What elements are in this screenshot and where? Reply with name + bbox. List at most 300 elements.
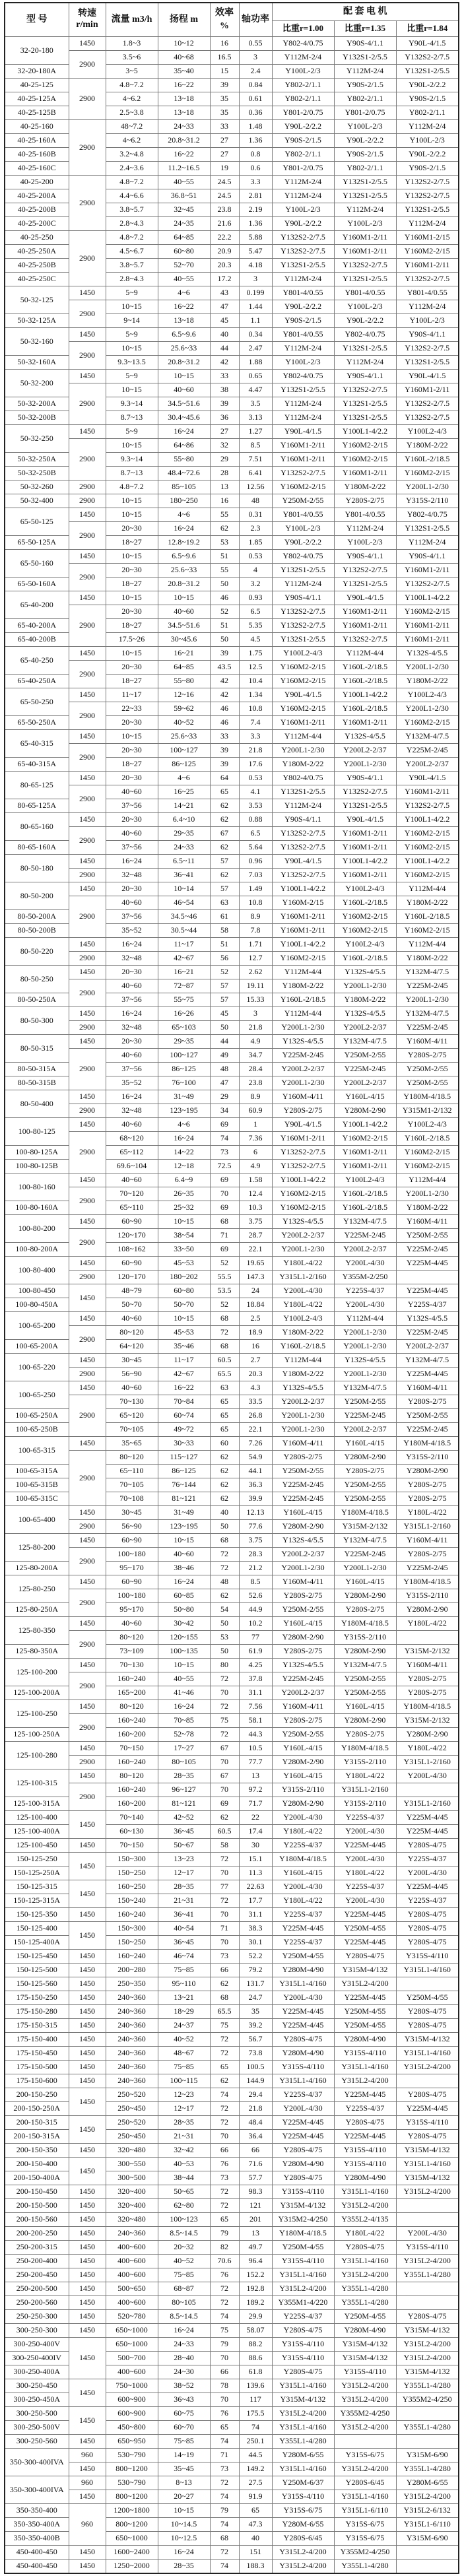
cell: 30.4~45.6 [158, 411, 210, 425]
cell: 108~162 [106, 1243, 158, 1257]
table-row [5, 1090, 459, 1104]
cell: Y315L1-4/160 [272, 2074, 334, 2088]
cell: Y132S1-2/5.5 [272, 785, 334, 799]
cell: Y315L2-4/200 [272, 2407, 334, 2421]
cell: 46 [210, 716, 239, 730]
cell: 1450 [69, 2490, 106, 2504]
table-row [5, 2559, 459, 2574]
table-row [5, 1173, 459, 1187]
cell: 3 [239, 1007, 272, 1021]
cell: Y280S-4/75 [396, 2005, 459, 2019]
cell: Y200L1-2/30 [396, 993, 459, 1007]
cell: 18~27 [106, 758, 158, 772]
cell: 30~45 [106, 1354, 158, 1368]
cell: Y100L1-4/2.2 [272, 938, 334, 952]
empty-cell [396, 2074, 459, 2088]
table-row [5, 1007, 459, 1021]
cell: 70~130 [106, 1395, 158, 1409]
cell: 55.5 [210, 1271, 239, 1284]
cell: 16~24 [158, 1132, 210, 1146]
cell: 2900 [69, 1229, 106, 1257]
cell: 75~85 [158, 2061, 210, 2074]
cell: 21.8 [239, 744, 272, 758]
cell: 86~125 [158, 1465, 210, 1478]
cell: Y315L1-4/160 [396, 2158, 459, 2171]
table-row [5, 383, 459, 397]
cell: 2.5~3.8 [106, 106, 158, 120]
cell: 71 [210, 2449, 239, 2462]
cell: Y315S-6/75 [334, 2449, 396, 2462]
cell: 15.1 [239, 1853, 272, 1866]
table-row [5, 1437, 459, 1451]
col-header-head: 扬程 m [158, 3, 210, 37]
cell: 3.2 [239, 578, 272, 591]
cell: Y160M1-2/11 [334, 619, 396, 633]
cell: 68 [210, 1534, 239, 1548]
cell: 20~30 [106, 813, 158, 827]
cell: 97.2 [239, 1783, 272, 1797]
cell: Y315L2-4/200 [396, 2255, 459, 2268]
cell: Y802-4/0.75 [396, 508, 459, 522]
cell: 16~24 [106, 938, 158, 952]
cell: 13~23 [158, 1853, 210, 1866]
cell: 65-50-125 [5, 508, 69, 536]
cell: 45 [210, 1007, 239, 1021]
cell: Y250M-2/55 [272, 494, 334, 508]
cell: 175.5 [239, 2407, 272, 2421]
cell: 6.5 [239, 605, 272, 619]
col-header-model: 型 号 [5, 3, 69, 37]
cell: Y180L-4/22 [334, 1866, 396, 1880]
cell: 250-200-315 [5, 2241, 69, 2255]
cell: 34 [210, 1104, 239, 1118]
cell: Y160M2-2/15 [334, 1132, 396, 1146]
cell: 4.47 [239, 383, 272, 397]
table-row [5, 2296, 459, 2310]
cell: 70 [210, 2352, 239, 2365]
cell: 98.3 [239, 2185, 272, 2199]
cell: 28~35 [158, 2116, 210, 2130]
cell: Y315S-2/110 [334, 1756, 396, 1769]
table-row [5, 494, 459, 508]
cell: Y100L2-4/3 [334, 882, 396, 896]
cell: Y315S-4/110 [272, 2490, 334, 2504]
cell: 65~110 [106, 1465, 158, 1478]
cell: 400~600 [106, 2241, 158, 2255]
cell: 450-400-450 [5, 2546, 69, 2559]
cell: Y200L2-2/37 [272, 1686, 334, 1700]
cell: 100-65-315 [5, 1437, 69, 1465]
cell: 86~125 [158, 1063, 210, 1076]
cell: 1450 [69, 1908, 106, 1922]
table-row [5, 1104, 459, 1118]
cell: Y160M1-2/11 [334, 467, 396, 480]
cell: 95~170 [106, 1603, 158, 1617]
cell: 1450 [69, 2185, 106, 2199]
cell: 26.8 [239, 1409, 272, 1423]
cell: 52.6 [239, 1589, 272, 1603]
cell: Y100L-2/3 [272, 522, 334, 536]
cell: 250-200-450 [5, 2268, 69, 2282]
cell: Y315L2-6/132 [396, 2504, 459, 2518]
cell: 37~56 [106, 799, 158, 813]
table-row [5, 2490, 459, 2504]
cell: 40-25-160B [5, 148, 69, 162]
cell: Y225M-4/45 [396, 1284, 459, 1298]
cell: 40 [239, 2532, 272, 2546]
cell: Y315L2-4/200 [396, 2490, 459, 2504]
cell: 240~360 [106, 2047, 158, 2061]
cell: 240~360 [106, 1991, 158, 2005]
cell: 650~1000 [106, 2324, 158, 2338]
cell: 7.56 [239, 1700, 272, 1714]
cell: 13 [239, 1769, 272, 1783]
cell: Y200L1-2/30 [272, 1409, 334, 1423]
cell: 12.4 [239, 1187, 272, 1201]
cell: 10.8 [239, 896, 272, 910]
cell: Y160M2-2/15 [396, 245, 459, 259]
cell: Y132S-4/5.5 [272, 1381, 334, 1395]
cell: 20~30 [106, 744, 158, 758]
table-row [5, 1991, 459, 2005]
cell: 65-40-250A [5, 675, 69, 688]
table-row [5, 2213, 459, 2227]
cell: 10.8 [239, 702, 272, 716]
cell: Y225M-2/45 [396, 744, 459, 758]
cell: 32-20-180A [5, 65, 69, 79]
cell: Y132S1-2/5.5 [334, 51, 396, 65]
cell: 200-150-250 [5, 2088, 69, 2102]
cell: 2900 [69, 1132, 106, 1173]
cell: 28~35 [158, 1880, 210, 1894]
cell: Y315L2-4/200 [334, 2462, 396, 2476]
cell: Y280M-2/90 [272, 1631, 334, 1645]
cell: Y160M1-2/11 [334, 827, 396, 841]
cell: 21~31 [158, 2130, 210, 2144]
cell: 32~48 [106, 1104, 158, 1118]
cell: 2900 [69, 1368, 106, 1381]
cell: Y132M-4/7.5 [396, 730, 459, 744]
cell: 35~52 [106, 924, 158, 938]
cell: Y315S-4/110 [334, 2158, 396, 2171]
cell: 100-65-250A [5, 1409, 69, 1423]
cell: 50~70 [158, 1298, 210, 1312]
cell: 50~80 [158, 1603, 210, 1617]
cell: 1450 [69, 1354, 106, 1368]
cell: 144.9 [239, 2074, 272, 2088]
cell: Y90S-4/1.1 [272, 591, 334, 605]
cell: Y802-4/0.75 [334, 328, 396, 342]
cell: Y315L1-6/110 [396, 2518, 459, 2532]
cell: 50-32-200A [5, 397, 69, 411]
cell: 55~75 [158, 993, 210, 1007]
cell: 3 [239, 273, 272, 286]
table-row [5, 1049, 459, 1063]
cell: 125-80-200A [5, 1562, 69, 1575]
cell: 125-80-350 [5, 1617, 69, 1645]
cell: 200-150-450 [5, 2185, 69, 2199]
cell: 48.4 [239, 2116, 272, 2130]
cell: 70~130 [106, 1659, 158, 1672]
cell: 650~1000 [106, 2532, 158, 2546]
cell: 1450 [69, 1284, 106, 1312]
cell: 5~9 [106, 328, 158, 342]
cell: 250-200-560 [5, 2296, 69, 2310]
cell: Y132S2-2/7.5 [272, 1160, 334, 1173]
cell: 50~70 [106, 1298, 158, 1312]
cell: 192.8 [239, 2282, 272, 2296]
table-row [5, 480, 459, 494]
cell: Y132S1-2/5.5 [396, 522, 459, 536]
table-row [5, 2033, 459, 2047]
cell: 65-40-315A [5, 758, 69, 772]
cell: 15 [210, 65, 239, 79]
cell: Y225S-4/37 [334, 1880, 396, 1894]
cell: 9.3~14 [106, 453, 158, 467]
cell: 180~250 [158, 494, 210, 508]
cell: Y315S-2/110 [272, 1783, 334, 1797]
cell: Y132S2-2/7.5 [396, 176, 459, 189]
table-row [5, 51, 459, 65]
cell: 100.5 [239, 2061, 272, 2074]
cell: Y250M-2/55 [396, 1409, 459, 1423]
cell: Y280S-4/75 [396, 1908, 459, 1922]
cell: Y160M1-2/11 [396, 619, 459, 633]
cell: 72 [210, 1853, 239, 1866]
cell: 300~550 [106, 2158, 158, 2171]
cell: 13~21 [158, 1991, 210, 2005]
cell: Y802-4/0.75 [272, 370, 334, 383]
cell: 4.9 [239, 1035, 272, 1049]
cell: 21.8 [239, 1021, 272, 1035]
cell: Y225M-2/45 [396, 1326, 459, 1340]
empty-cell [396, 1271, 459, 1284]
cell: Y315S-4/110 [396, 2116, 459, 2130]
cell: Y200L2-2/37 [396, 758, 459, 772]
cell: 47 [210, 1076, 239, 1090]
cell: Y112M-4/4 [272, 1007, 334, 1021]
cell: Y160M2-2/15 [272, 702, 334, 716]
cell: 72 [210, 2116, 239, 2130]
cell: 1450 [69, 2213, 106, 2227]
cell: 201 [239, 2213, 272, 2227]
cell: Y315M-6/90 [396, 2449, 459, 2462]
cell: 50~65 [158, 2185, 210, 2199]
cell: 2.5 [239, 1312, 272, 1326]
cell: 65 [210, 2061, 239, 2074]
table-row [5, 1271, 459, 1284]
cell: 1450 [69, 2241, 106, 2255]
cell: 65-40-315 [5, 730, 69, 758]
cell: 70 [210, 1756, 239, 1769]
cell: 62 [210, 1811, 239, 1825]
cell: 46~54 [158, 896, 210, 910]
cell: 62 [210, 522, 239, 536]
cell: Y100L1-4/2.2 [334, 855, 396, 869]
cell: 57 [210, 855, 239, 869]
cell: 53 [210, 536, 239, 550]
table-row [5, 1908, 459, 1922]
cell: Y315L1-2/160 [396, 1520, 459, 1534]
table-row [5, 439, 459, 453]
cell: 65 [210, 2421, 239, 2435]
cell: Y132S-4/5.5 [272, 1534, 334, 1548]
cell: 125-100-315 [5, 1769, 69, 1797]
cell: Y132S2-2/7.5 [396, 578, 459, 591]
cell: 180~202 [158, 1271, 210, 1284]
cell: 65 [210, 785, 239, 799]
cell: 100-80-200 [5, 1215, 69, 1243]
cell: 2.81 [239, 189, 272, 203]
cell: 75 [210, 2324, 239, 2338]
cell: 4.8~7.2 [106, 176, 158, 189]
cell: 37~56 [106, 993, 158, 1007]
cell: 1450 [69, 938, 106, 952]
table-row [5, 1506, 459, 1520]
cell: 38.3 [239, 1922, 272, 1936]
table-row [5, 938, 459, 952]
table-row [5, 1354, 459, 1368]
cell: 65~103 [158, 1021, 210, 1035]
cell: 22 [239, 1811, 272, 1825]
cell: 300-250-500 [5, 2407, 69, 2421]
cell: Y180M-4/18.5 [334, 1506, 396, 1520]
cell: Y160M2-2/15 [334, 439, 396, 453]
table-row [5, 550, 459, 564]
cell: Y315L2-4/200 [334, 2074, 396, 2088]
cell: Y90L-2/2.2 [334, 134, 396, 148]
cell: Y250M-4/55 [272, 1950, 334, 1964]
cell: 1.36 [239, 134, 272, 148]
cell: 175-150-500 [5, 2061, 69, 2074]
cell: 12.7 [239, 952, 272, 966]
cell: 0.61 [239, 92, 272, 106]
cell: Y160M2-2/15 [396, 869, 459, 882]
cell: 76~100 [158, 1076, 210, 1090]
table-row [5, 785, 459, 799]
table-row [5, 1132, 459, 1146]
cell: 121 [239, 2199, 272, 2213]
cell: 2900 [69, 480, 106, 494]
cell: 62 [210, 1492, 239, 1506]
cell: 125-80-250 [5, 1575, 69, 1603]
cell: Y112M-2/4 [396, 300, 459, 314]
table-row [5, 1631, 459, 1645]
cell: 49.7 [239, 2241, 272, 2255]
cell: 10~14 [158, 882, 210, 896]
cell: Y280M-2/90 [396, 1603, 459, 1617]
cell: 650~1000 [106, 2338, 158, 2352]
cell: 21.8 [239, 2102, 272, 2116]
cell: 1450 [69, 2282, 106, 2296]
cell: Y315L1-2/160 [396, 1756, 459, 1769]
cell: Y160M2-2/15 [272, 1187, 334, 1201]
empty-cell [396, 1783, 459, 1797]
cell: 750~1000 [106, 2379, 158, 2393]
cell: 18.9 [239, 1326, 272, 1340]
cell: Y250M-4/55 [334, 2019, 396, 2033]
cell: 60~90 [106, 1534, 158, 1548]
cell: Y200L-4/30 [272, 2102, 334, 2116]
cell: 4~6.2 [106, 92, 158, 106]
cell: 300-250-450 [5, 2379, 69, 2393]
cell: Y132S-4/5.5 [396, 1312, 459, 1326]
cell: 29.4 [239, 2088, 272, 2102]
cell: 42 [210, 356, 239, 370]
table-row [5, 702, 459, 716]
cell: Y200L1-2/30 [272, 1076, 334, 1090]
cell: 72 [210, 1728, 239, 1742]
cell: 2900 [69, 383, 106, 425]
cell: Y132S2-2/7.5 [272, 467, 334, 480]
cell: Y180M-2/22 [334, 993, 396, 1007]
cell: Y225S-4/37 [272, 1908, 334, 1922]
cell: 10~15 [106, 591, 158, 605]
table-row [5, 1534, 459, 1548]
cell: Y225M-2/45 [272, 1492, 334, 1506]
cell: Y280M-2/90 [396, 1728, 459, 1742]
cell: 80-50-180 [5, 855, 69, 882]
cell: 2900 [69, 300, 106, 328]
cell: Y132S2-2/7.5 [396, 342, 459, 356]
cell: 400~600 [106, 2365, 158, 2379]
cell: Y200L2-2/37 [334, 1076, 396, 1090]
cell: 400~600 [106, 2296, 158, 2310]
cell: Y132S1-2/5.5 [272, 259, 334, 273]
cell: 24~33 [158, 841, 210, 855]
cell: 125-80-200 [5, 1534, 69, 1562]
cell: Y160L-4/15 [272, 1866, 334, 1880]
cell: 17.7 [239, 1894, 272, 1908]
cell: Y132S2-2/7.5 [396, 397, 459, 411]
cell: Y100L2-4/3 [334, 1173, 396, 1187]
cell: 1450 [69, 508, 106, 522]
cell: Y280S-2/75 [396, 1049, 459, 1063]
cell: 45~53 [158, 1257, 210, 1271]
cell: 3.75 [239, 1534, 272, 1548]
cell: 1450 [69, 1922, 106, 1950]
table-row [5, 1714, 459, 1728]
cell: 40~60 [106, 896, 158, 910]
cell: Y250M-4/55 [272, 2241, 334, 2255]
cell: Y90S-2/1.5 [334, 148, 396, 162]
cell: 6.5 [239, 827, 272, 841]
cell: 23.8 [210, 203, 239, 217]
cell: 16~24 [106, 855, 158, 869]
cell: 0.55 [239, 37, 272, 51]
cell: 1450 [69, 2088, 106, 2116]
cell: 42~67 [158, 1368, 210, 1381]
cell: Y200L1-2/30 [272, 1562, 334, 1575]
cell: 1450 [69, 1215, 106, 1229]
empty-cell [396, 2546, 459, 2559]
cell: 79 [210, 2504, 239, 2518]
cell: 29~35 [158, 1035, 210, 1049]
table-row [5, 286, 459, 300]
cell: 38 [210, 383, 239, 397]
cell: 64 [210, 772, 239, 785]
cell: 59~62 [158, 702, 210, 716]
cell: Y180M-2/22 [272, 1326, 334, 1340]
cell: Y160M1-2/11 [272, 924, 334, 938]
cell: 44.9 [239, 1603, 272, 1617]
cell: 50 [210, 1617, 239, 1631]
cell: 40-25-250B [5, 259, 69, 273]
cell: Y200L1-2/30 [396, 480, 459, 494]
cell: Y180L-4/22 [272, 1298, 334, 1312]
cell: 57 [210, 993, 239, 1007]
cell: 65-50-250A [5, 716, 69, 730]
